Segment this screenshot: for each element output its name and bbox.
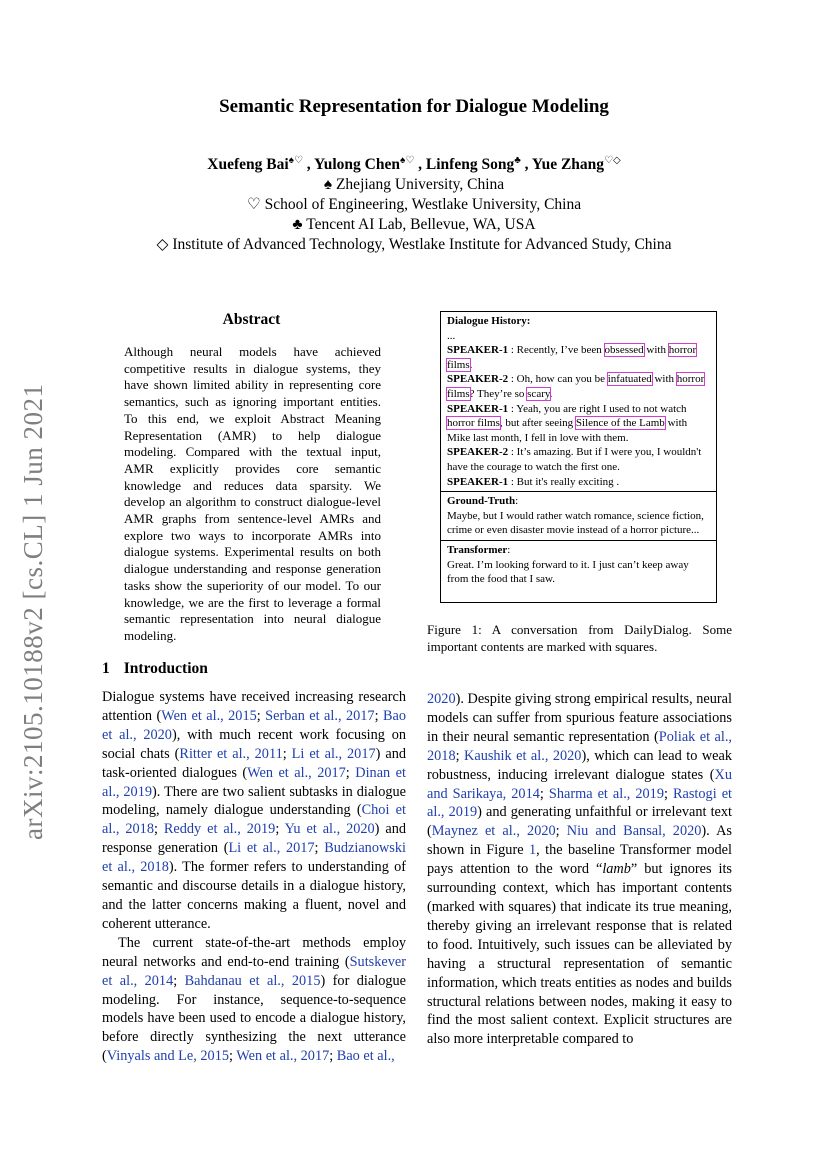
text-run: ), with much recent work focusing on social chats ( xyxy=(102,726,407,762)
figure-1-dialogue-box xyxy=(440,311,717,603)
citation-link[interactable]: Dinan et al., 2019 xyxy=(102,764,406,800)
text-run: ; xyxy=(282,745,292,762)
highlight-box: infatuated xyxy=(607,373,652,386)
citation-link[interactable]: Ritter et al., 2011 xyxy=(179,745,283,762)
text-run: : It’s amazing. But if I were you, I wouldn't have the courage to watch the first one. xyxy=(447,446,702,473)
dialogue-history-label: Dialogue History: xyxy=(447,315,531,327)
citation-link[interactable]: Maynez et al., 2020 xyxy=(431,823,556,840)
citation-link[interactable]: Rastogi et al., 2019 xyxy=(427,785,733,821)
text-run: : But it's really exciting . xyxy=(510,475,620,488)
text-run: with Mike last month, I fell in love with them. xyxy=(447,417,688,444)
citation-link[interactable]: 1 xyxy=(528,842,537,859)
text-run: ; xyxy=(539,785,549,802)
text-run: , the baseline Transformer model pays attention to the word “ xyxy=(427,842,732,878)
text-run: ). Despite giving strong empirical results, neural models can suffer from spurious feature associations in their neural semantic representation ( xyxy=(427,691,732,745)
text-run: ; xyxy=(275,821,285,838)
affiliation-mark: ♣ xyxy=(292,216,307,234)
transformer-label: Transformer xyxy=(447,543,508,556)
emphasis: lamb xyxy=(602,861,631,878)
text-run: ? They’re so xyxy=(469,387,528,400)
author-name: Linfeng Song xyxy=(425,156,515,174)
author-name: Xuefeng Bai xyxy=(207,156,289,174)
author-marks: ♡◇ xyxy=(604,155,621,166)
citation-link[interactable]: Choi et al., 2018 xyxy=(102,802,406,838)
affiliation-text: Institute of Advanced Technology, Westlake Institute for Advanced Study, China xyxy=(172,236,672,254)
citation-link[interactable]: Xu and Sarikaya, 2014 xyxy=(427,766,732,802)
affiliation xyxy=(0,235,828,255)
left-column-body xyxy=(102,688,406,1066)
affiliation-mark: ♡ xyxy=(246,196,265,214)
arxiv-identifier: arXiv:2105.10188v2 [cs.CL] 1 Jun 2021 xyxy=(18,383,48,840)
speaker-label: SPEAKER-2 xyxy=(447,373,511,386)
affiliation-text: Zhejiang University, China xyxy=(335,176,505,194)
paragraph xyxy=(427,690,732,1049)
text-run: ). As shown in Figure xyxy=(427,823,732,859)
text-run: ; xyxy=(345,764,356,781)
text-run: ; xyxy=(314,840,325,857)
speaker-label: SPEAKER-1 xyxy=(447,475,511,488)
highlight-box: horror films xyxy=(447,417,500,430)
dialogue-turn xyxy=(447,343,710,372)
author-name: Yue Zhang xyxy=(531,156,605,174)
ground-truth-text: Maybe, but I would rather watch romance, science fiction, crime or even disaster movie instead of a horror picture... xyxy=(447,509,704,537)
citation-link[interactable]: Li et al., 2017 xyxy=(291,745,376,762)
text-run: ). There are two salient subtasks in dialogue modeling, namely dialogue understanding ( xyxy=(102,783,406,819)
text-run: ; xyxy=(329,1048,337,1065)
text-run: with xyxy=(643,344,669,357)
author-marks: ♣ xyxy=(514,155,521,166)
highlight-box: horror films xyxy=(447,373,705,400)
affiliation xyxy=(0,175,828,195)
abstract-text: Although neural models have achieved competitive results in dialogue systems, they have shown limited ability in representing core semantics, such as ignoring important entities. To this end, we exploit Abstract Meaning Representation (AMR) to help dialogue modeling. Compared with the textual input, AMR explicitly provides core semantic knowledge and reduces data sparsity. We develop an algorithm to construct dialogue-level AMR graphs from sentence-level AMRs and explore two ways to incorporate AMRs into dialogue systems. Experimental results on both dialogue understanding and response generation tasks show the superiority of our model. To our knowledge, we are the first to leverage a formal semantic representation into neural dialogue modeling. xyxy=(124,344,381,643)
highlight-box: horror films xyxy=(447,344,697,371)
text-run: with xyxy=(651,373,677,386)
text-run: Dialogue systems have received increasing research attention ( xyxy=(102,689,406,724)
text-run: : Yeah, you are right I used to not watch xyxy=(510,402,687,415)
section-title: Introduction xyxy=(123,660,208,677)
citation-link[interactable]: Bahdanau et al., 2015 xyxy=(184,972,321,989)
paragraph xyxy=(102,688,406,934)
text-run: The current state-of-the-art methods employ neural networks and end-to-end training ( xyxy=(102,934,406,970)
dialogue-turn xyxy=(447,372,710,401)
text-run: ) and task-oriented dialogues ( xyxy=(102,745,406,781)
citation-link[interactable]: Serban et al., 2017 xyxy=(265,707,375,724)
citation-link[interactable]: Sutskever et al., 2014 xyxy=(102,953,406,989)
text-run: ; xyxy=(173,972,185,989)
transformer-block: Transformer: Great. I’m looking forward to it. I just can’t keep away from the food that I saw. xyxy=(441,540,716,589)
section-number: 1 xyxy=(102,660,110,677)
citation-link[interactable]: Wen et al., 2017 xyxy=(236,1048,330,1065)
affiliation-text: Tencent AI Lab, Bellevue, WA, USA xyxy=(306,216,536,234)
citation-link[interactable]: Bao et al., xyxy=(336,1048,395,1065)
speaker-label: SPEAKER-1 xyxy=(447,402,511,415)
citation-link[interactable]: Poliak et al., 2018 xyxy=(427,728,732,764)
citation-link[interactable]: Vinyals and Le, 2015 xyxy=(106,1048,229,1065)
paragraph xyxy=(102,934,406,1066)
text-run: ; xyxy=(256,707,266,724)
dialogue-turns xyxy=(447,343,710,489)
citation-link[interactable]: 2020 xyxy=(427,691,456,707)
text-run: . xyxy=(469,358,473,371)
text-run: : Recently, I’ve been xyxy=(510,344,605,357)
abstract-heading: Abstract xyxy=(222,311,281,328)
figure-1-caption: Figure 1: A conversation from DailyDialog. Some important contents are marked with squares. xyxy=(427,622,732,654)
dialogue-history xyxy=(441,312,716,491)
text-run: ; xyxy=(153,821,164,838)
citation-link[interactable]: Sharma et al., 2019 xyxy=(548,785,664,802)
highlight-box: Silence of the Lamb xyxy=(575,417,665,430)
text-run: ) and response generation ( xyxy=(102,821,406,857)
ground-truth-label: Ground-Truth xyxy=(447,495,516,508)
text-run: ). The former refers to understanding of semantic and discourse details in a dialogue history, and the latter concerns making a fluent, novel and coherent utterance. xyxy=(102,859,406,932)
dialogue-ellipsis: ... xyxy=(447,329,456,342)
author-marks: ♠♡ xyxy=(288,155,303,166)
text-run: , but after seeing xyxy=(499,417,576,430)
affiliation xyxy=(0,195,828,215)
citation-link[interactable]: Reddy et al., 2019 xyxy=(163,821,276,838)
highlight-box: scary xyxy=(527,387,550,400)
text-run: ) and generating unfaithful or irrelevant text ( xyxy=(427,804,733,840)
affiliation xyxy=(0,215,828,235)
citation-link[interactable]: Wen et al., 2015 xyxy=(161,707,257,724)
citation-link[interactable]: Budzianowski et al., 2018 xyxy=(102,840,406,876)
highlight-box: obsessed xyxy=(604,344,644,357)
dialogue-turn xyxy=(447,445,710,474)
citation-link[interactable]: Yu et al., 2020 xyxy=(284,821,375,838)
text-run: ; xyxy=(663,785,673,802)
citation-link[interactable]: Wen et al., 2017 xyxy=(247,764,346,781)
section-heading xyxy=(102,660,208,678)
author-name: Yulong Chen xyxy=(313,156,400,174)
author-marks: ♠♡ xyxy=(400,155,415,166)
citation-link[interactable]: Li et al., 2017 xyxy=(228,840,315,857)
text-run: ; xyxy=(229,1048,237,1065)
transformer-text: Great. I’m looking forward to it. I just can’t keep away from the food that I saw. xyxy=(447,558,689,586)
text-run: : Oh, how can you be xyxy=(510,373,608,386)
affiliation-mark: ♠ xyxy=(323,176,336,194)
speaker-label: SPEAKER-2 xyxy=(447,446,511,459)
text-run: ” but ignores its surrounding context, which has important contents (marked with squares) that indicate its true meaning, thereby giving an irrelevant response that is related to food. Intuitively, such issues can be alleviated by having a structural representation of semantic information, which treats entities as nodes and builds structural relations between nodes, making it easy to find the most salient context. Explicit structures are also more interpretable compared to xyxy=(427,861,732,1048)
affiliation-mark: ◇ xyxy=(156,236,173,254)
right-column-body xyxy=(427,690,732,1049)
dialogue-turn xyxy=(447,402,710,446)
paper-title: Semantic Representation for Dialogue Modeling xyxy=(219,96,609,117)
text-run: ; xyxy=(455,747,465,764)
ground-truth-block: Ground-Truth: Maybe, but I would rather watch romance, science fiction, crime or even disaster movie instead of a horror picture... xyxy=(441,491,716,540)
author-block xyxy=(0,151,828,255)
text-run: . xyxy=(549,387,553,400)
speaker-label: SPEAKER-1 xyxy=(447,344,511,357)
citation-link[interactable]: Niu and Bansal, 2020 xyxy=(566,823,702,840)
citation-link[interactable]: Kaushik et al., 2020 xyxy=(464,747,582,764)
text-run: ; xyxy=(374,707,383,724)
text-run: ) for dialogue modeling. For instance, sequence-to-sequence models have been used to encode a dialogue history, before directly synthesizing the next utterance ( xyxy=(102,972,406,1065)
affiliation-text: School of Engineering, Westlake University, China xyxy=(264,196,582,214)
author-list: Xuefeng Bai♠♡ , Yulong Chen♠♡ , Linfeng Song♣ , Yue Zhang♡◇ xyxy=(207,155,621,174)
affiliation-list xyxy=(0,175,828,255)
citation-link[interactable]: Bao et al., 2020 xyxy=(102,707,406,743)
dialogue-turn xyxy=(447,475,710,490)
text-run: ), which can lead to weak robustness, inducing irrelevant dialogue states ( xyxy=(427,747,732,783)
text-run: ; xyxy=(555,823,567,840)
